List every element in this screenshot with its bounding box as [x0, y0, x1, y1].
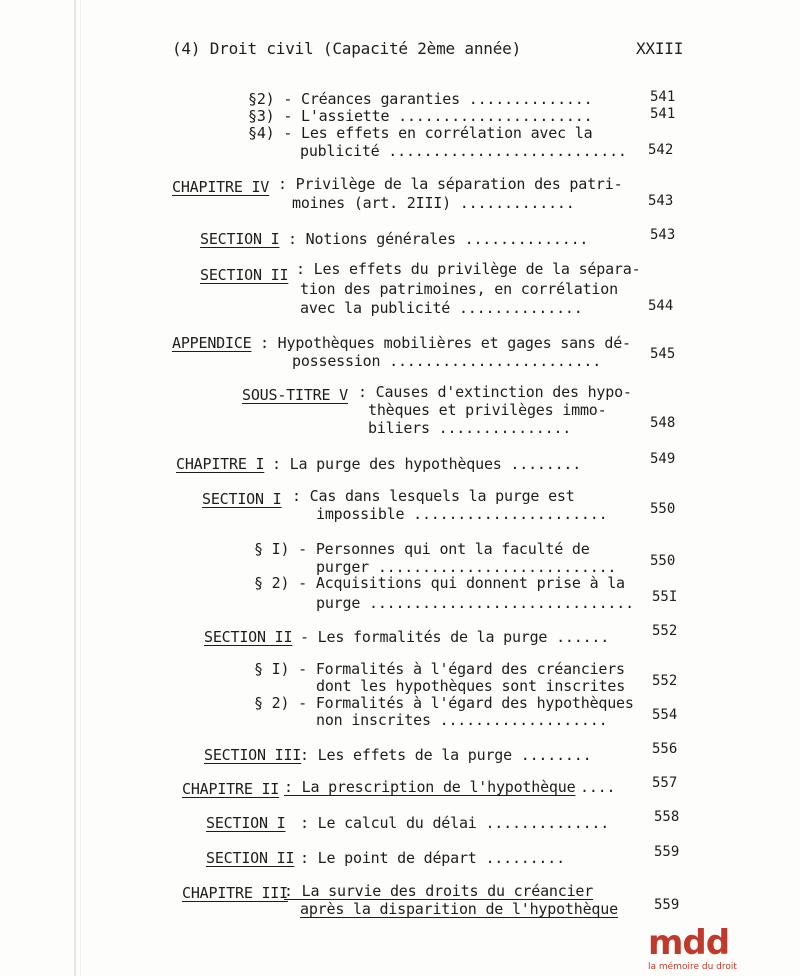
page-fold-shadow-light — [80, 0, 81, 976]
toc-leader-dots: .... — [580, 778, 616, 796]
toc-page-number: 554 — [652, 707, 678, 723]
toc-entry-text: possession ........................ — [292, 352, 602, 370]
toc-page-number: 541 — [650, 89, 676, 105]
toc-entry-text: § I) - Formalités à l'égard des créanciers — [254, 660, 625, 678]
toc-page-number: 559 — [654, 897, 680, 913]
toc-entry-text: §4) - Les effets en corrélation avec la — [248, 124, 593, 142]
toc-page-number: 543 — [648, 193, 674, 209]
toc-heading-label: SECTION III — [204, 746, 302, 764]
toc-entry-text: avec la publicité .............. — [300, 299, 583, 317]
toc-entry-text: purger ........................... — [316, 558, 617, 576]
toc-entry-text: §2) - Créances garanties .............. — [248, 90, 593, 108]
toc-entry-text: non inscrites ................... — [316, 711, 608, 729]
toc-entry-text: impossible ...................... — [316, 505, 608, 523]
toc-heading-label: SECTION I — [202, 490, 282, 508]
toc-entry-text: § 2) - Formalités à l'égard des hypothèques — [254, 694, 634, 712]
toc-entry-text: : Les effets de la purge ........ — [300, 746, 592, 764]
toc-page-number: 552 — [652, 623, 678, 639]
toc-entry-text: §3) - L'assiette ...................... — [248, 107, 593, 125]
toc-page-number: 55I — [652, 589, 678, 605]
toc-entry-text: : Les effets du privilège de la sépara- — [296, 260, 641, 278]
toc-entry-text: : Le calcul du délai .............. — [300, 814, 610, 832]
toc-heading-label: SECTION I — [200, 230, 280, 248]
toc-entry-text: : Cas dans lesquels la purge est — [292, 487, 575, 505]
page-header-roman-numeral: XXIII — [636, 39, 684, 58]
toc-page-number: 543 — [650, 227, 676, 243]
toc-page-number: 550 — [650, 501, 676, 517]
toc-entry-text: thèques et privilèges immo- — [368, 401, 607, 419]
toc-heading-label: CHAPITRE II — [182, 780, 280, 798]
toc-entry-text: : Causes d'extinction des hypo- — [358, 383, 632, 401]
logo-tagline: la mémoire du droit — [648, 962, 737, 972]
toc-heading-label: APPENDICE — [172, 334, 252, 352]
toc-entry-text: dont les hypothèques sont inscrites — [316, 677, 626, 695]
toc-page-number: 549 — [650, 451, 676, 467]
toc-entry-text: : Notions générales .............. — [288, 230, 589, 248]
toc-heading-label: CHAPITRE III — [182, 884, 288, 902]
toc-entry-text: purge .............................. — [316, 594, 634, 612]
toc-entry-text: : Privilège de la séparation des patri- — [278, 175, 623, 193]
toc-page-number: 542 — [648, 142, 674, 158]
toc-heading-label: SECTION II — [204, 628, 293, 646]
toc-page-number: 557 — [652, 775, 678, 791]
toc-heading-label: SOUS-TITRE V — [242, 386, 348, 404]
toc-heading-label: CHAPITRE IV — [172, 178, 270, 196]
toc-page-number: 550 — [650, 553, 676, 569]
toc-entry-text: biliers ............... — [368, 419, 572, 437]
toc-page-number: 545 — [650, 346, 676, 362]
toc-heading-label: SECTION II — [200, 266, 289, 284]
toc-heading-label: SECTION I — [206, 814, 286, 832]
toc-page-number: 558 — [654, 809, 680, 825]
toc-entry-text: : Hypothèques mobilières et gages sans dé- — [260, 334, 631, 352]
page-fold-shadow — [74, 0, 76, 976]
toc-page-number: 544 — [648, 298, 674, 314]
toc-page-number: 548 — [650, 415, 676, 431]
toc-entry-text: § I) - Personnes qui ont la faculté de — [254, 540, 590, 558]
toc-entry-text: après la disparition de l'hypothèque — [300, 900, 618, 918]
toc-entry-text: moines (art. 2III) ............. — [292, 194, 575, 212]
toc-entry-text: : La purge des hypothèques ........ — [272, 455, 582, 473]
toc-entry-text: - Les formalités de la purge ...... — [300, 628, 610, 646]
toc-entry-text: : La prescription de l'hypothèque — [284, 778, 576, 796]
toc-page-number: 559 — [654, 844, 680, 860]
toc-entry-text: § 2) - Acquisitions qui donnent prise à la — [254, 574, 625, 592]
toc-page-number: 552 — [652, 673, 678, 689]
page-header-title: (4) Droit civil (Capacité 2ème année) — [172, 39, 522, 58]
memoire-du-droit-logo — [648, 923, 770, 972]
toc-heading-label: SECTION II — [206, 849, 295, 867]
toc-page-number: 541 — [650, 106, 676, 122]
toc-entry-text: : Le point de départ ......... — [300, 849, 565, 867]
toc-entry-text: publicité ........................... — [300, 142, 627, 160]
toc-entry-text: tion des patrimoines, en corrélation — [300, 280, 618, 298]
toc-page-number: 556 — [652, 741, 678, 757]
logo-mark: mdd — [648, 923, 730, 963]
toc-entry-text: : La survie des droits du créancier — [284, 882, 594, 900]
toc-heading-label: CHAPITRE I — [176, 455, 265, 473]
